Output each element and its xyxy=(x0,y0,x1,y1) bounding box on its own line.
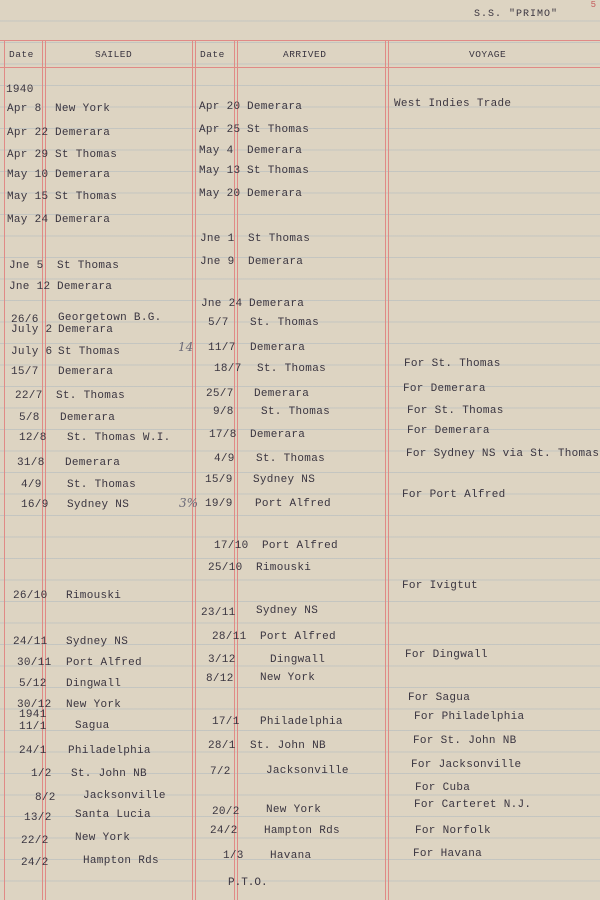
arr-port: Demerara xyxy=(247,145,303,157)
arr-date: May 13 xyxy=(199,165,241,177)
arr-port: Sydney NS xyxy=(253,474,316,486)
sail-port: Georgetown B.G. xyxy=(58,312,162,324)
sail-date: 12/8 xyxy=(19,432,47,444)
header-sail-date: Date xyxy=(9,49,34,60)
sail-date: 24/11 xyxy=(13,636,48,648)
sail-port: St Thomas xyxy=(57,260,120,272)
arr-date: 5/7 xyxy=(208,317,229,329)
arr-date: Jne 1 xyxy=(200,233,235,245)
arr-port: Demerara xyxy=(248,256,304,268)
sail-date: 5/8 xyxy=(19,412,40,424)
sail-date: 1941 xyxy=(19,709,47,721)
arr-date: 17/10 xyxy=(214,540,249,552)
arr-port: Port Alfred xyxy=(262,540,338,552)
sail-date: Apr 8 xyxy=(7,103,42,115)
sail-date: 24/2 xyxy=(21,857,49,869)
arr-date: 28/11 xyxy=(212,631,247,643)
sail-date: 26/10 xyxy=(13,590,48,602)
sail-date: 24/1 xyxy=(19,745,47,757)
arr-date: 28/1 xyxy=(208,740,236,752)
arr-port: Demerara xyxy=(249,298,305,310)
handwritten-note: 3% xyxy=(179,496,199,510)
voyage-entry: For St. John NB xyxy=(413,735,517,747)
arr-date: Jne 9 xyxy=(200,256,235,268)
year-label: 1940 xyxy=(6,84,34,96)
sail-date: 22/2 xyxy=(21,835,49,847)
arr-port: St. Thomas xyxy=(257,363,327,375)
sail-port: Dingwall xyxy=(66,678,122,690)
arr-port: St. John NB xyxy=(250,740,326,752)
header-arr-date: Date xyxy=(200,49,225,60)
arr-port: Demerara xyxy=(247,188,303,200)
voyage-entry: For Ivigtut xyxy=(402,580,478,592)
sail-port: Demerara xyxy=(60,412,116,424)
arr-port: St. Thomas xyxy=(261,406,331,418)
arr-port: New York xyxy=(260,672,316,684)
arr-date: 3/12 xyxy=(208,654,236,666)
arr-port: Demerara xyxy=(250,342,306,354)
voyage-entry: For Dingwall xyxy=(405,649,488,661)
sail-port: Sydney NS xyxy=(66,636,129,648)
page-footer: P.T.O. xyxy=(228,877,268,889)
sail-port: New York xyxy=(55,103,111,115)
voyage-entry: For Norfolk xyxy=(415,825,491,837)
arr-port: Demerara xyxy=(247,101,303,113)
arr-date: 18/7 xyxy=(214,363,242,375)
handwritten-note: 14 xyxy=(178,340,194,354)
arr-date: May 4 xyxy=(199,145,234,157)
voyage-entry: For Philadelphia xyxy=(414,711,525,723)
arr-date: 17/8 xyxy=(209,429,237,441)
voyage-entry: For Carteret N.J. xyxy=(414,799,532,811)
arr-port: St. Thomas xyxy=(256,453,326,465)
voyage-entry: West Indies Trade xyxy=(394,98,512,110)
arr-port: New York xyxy=(266,804,322,816)
arr-date: 24/2 xyxy=(210,825,238,837)
column-rule xyxy=(4,40,5,900)
sail-date: 26/6 xyxy=(11,314,39,326)
arr-date: 19/9 xyxy=(205,498,233,510)
sail-port: St. Thomas xyxy=(56,390,126,402)
sail-date: Apr 29 xyxy=(7,149,49,161)
arr-date: Apr 20 xyxy=(199,101,241,113)
sail-date: July 2 xyxy=(11,324,53,336)
arr-date: 23/11 xyxy=(201,607,236,619)
sail-date: July 6 xyxy=(11,346,53,358)
voyage-entry: For Sagua xyxy=(408,692,471,704)
sail-date: May 15 xyxy=(7,191,49,203)
sail-port: St Thomas xyxy=(58,346,121,358)
sail-port: Demerara xyxy=(58,366,114,378)
arr-port: Sydney NS xyxy=(256,605,319,617)
arr-port: St Thomas xyxy=(247,124,310,136)
voyage-entry: For Port Alfred xyxy=(402,489,506,501)
arr-date: 25/7 xyxy=(206,388,234,400)
sail-date: Apr 22 xyxy=(7,127,49,139)
arr-date: 7/2 xyxy=(210,766,231,778)
sail-port: Demerara xyxy=(58,324,114,336)
header-arrived: ARRIVED xyxy=(283,49,327,60)
voyage-entry: For Jacksonville xyxy=(411,759,522,771)
sail-date: 16/9 xyxy=(21,499,49,511)
arr-port: Havana xyxy=(270,850,312,862)
arr-port: St Thomas xyxy=(248,233,311,245)
sail-port: Jacksonville xyxy=(83,790,166,802)
voyage-entry: For Demerara xyxy=(407,425,490,437)
sail-port: Sagua xyxy=(75,720,110,732)
arr-date: 9/8 xyxy=(213,406,234,418)
sail-port: St. Thomas W.I. xyxy=(67,432,171,444)
sail-date: May 10 xyxy=(7,169,49,181)
arr-port: Philadelphia xyxy=(260,716,343,728)
sail-date: 13/2 xyxy=(24,812,52,824)
sail-date: 4/9 xyxy=(21,479,42,491)
header-bottom-rule xyxy=(0,67,600,68)
voyage-entry: For Havana xyxy=(413,848,483,860)
sail-date: 5/12 xyxy=(19,678,47,690)
voyage-entry: For Sydney NS via St. Thomas xyxy=(406,448,600,460)
voyage-entry: For St. Thomas xyxy=(404,358,501,370)
sail-date: 15/7 xyxy=(11,366,39,378)
arr-date: Jne 24 xyxy=(201,298,243,310)
sail-port: Rimouski xyxy=(66,590,122,602)
sail-date: Jne 12 xyxy=(9,281,51,293)
arr-port: Port Alfred xyxy=(255,498,331,510)
arr-port: Hampton Rds xyxy=(264,825,340,837)
arr-date: May 20 xyxy=(199,188,241,200)
arr-port: Dingwall xyxy=(270,654,326,666)
arr-port: Demerara xyxy=(250,429,306,441)
arr-port: Jacksonville xyxy=(266,765,349,777)
sail-port: Port Alfred xyxy=(66,657,142,669)
ship-title: S.S. "PRIMO" xyxy=(473,9,558,20)
sail-port: Demerara xyxy=(65,457,121,469)
sail-port: St Thomas xyxy=(55,191,118,203)
sail-port: Hampton Rds xyxy=(83,855,159,867)
sail-port: Demerara xyxy=(57,281,113,293)
sail-port: Philadelphia xyxy=(68,745,151,757)
sail-date: 11/1 xyxy=(19,721,47,733)
arr-date: 8/12 xyxy=(206,673,234,685)
header-voyage: VOYAGE xyxy=(469,49,507,60)
arr-date: 20/2 xyxy=(212,806,240,818)
voyage-entry: For St. Thomas xyxy=(407,405,504,417)
arr-port: St. Thomas xyxy=(250,317,320,329)
arr-port: Rimouski xyxy=(256,562,312,574)
voyage-entry: For Cuba xyxy=(415,782,471,794)
voyage-entry: For Demerara xyxy=(403,383,486,395)
sail-date: Jne 5 xyxy=(9,260,44,272)
sail-port: Sydney NS xyxy=(67,499,130,511)
arr-date: 1/3 xyxy=(223,850,244,862)
sail-port: Santa Lucia xyxy=(75,809,151,821)
sail-port: Demerara xyxy=(55,214,111,226)
arr-date: 11/7 xyxy=(208,342,236,354)
arr-date: Apr 25 xyxy=(199,124,241,136)
sail-port: St Thomas xyxy=(55,149,118,161)
arr-port: St Thomas xyxy=(247,165,310,177)
sail-date: 31/8 xyxy=(17,457,45,469)
sail-port: Demerara xyxy=(55,169,111,181)
sail-port: St. Thomas xyxy=(67,479,137,491)
sail-date: 30/12 xyxy=(17,699,52,711)
arr-date: 25/10 xyxy=(208,562,243,574)
sail-date: 8/2 xyxy=(35,792,56,804)
arr-date: 15/9 xyxy=(205,474,233,486)
column-rule xyxy=(192,40,193,900)
sail-port: New York xyxy=(75,832,131,844)
arr-date: 4/9 xyxy=(214,453,235,465)
sail-date: 30/11 xyxy=(17,657,52,669)
sail-port: Demerara xyxy=(55,127,111,139)
header-sailed: SAILED xyxy=(95,49,133,60)
sail-port: New York xyxy=(66,699,122,711)
column-rule xyxy=(385,40,386,900)
sail-date: 1/2 xyxy=(31,768,52,780)
arr-port: Demerara xyxy=(254,388,310,400)
corner-mark: 5 xyxy=(590,0,596,10)
arr-port: Port Alfred xyxy=(260,631,336,643)
sail-date: 22/7 xyxy=(15,390,43,402)
arr-date: 17/1 xyxy=(212,716,240,728)
header-top-rule xyxy=(0,40,600,41)
sail-port: St. John NB xyxy=(71,768,147,780)
sail-date: May 24 xyxy=(7,214,49,226)
